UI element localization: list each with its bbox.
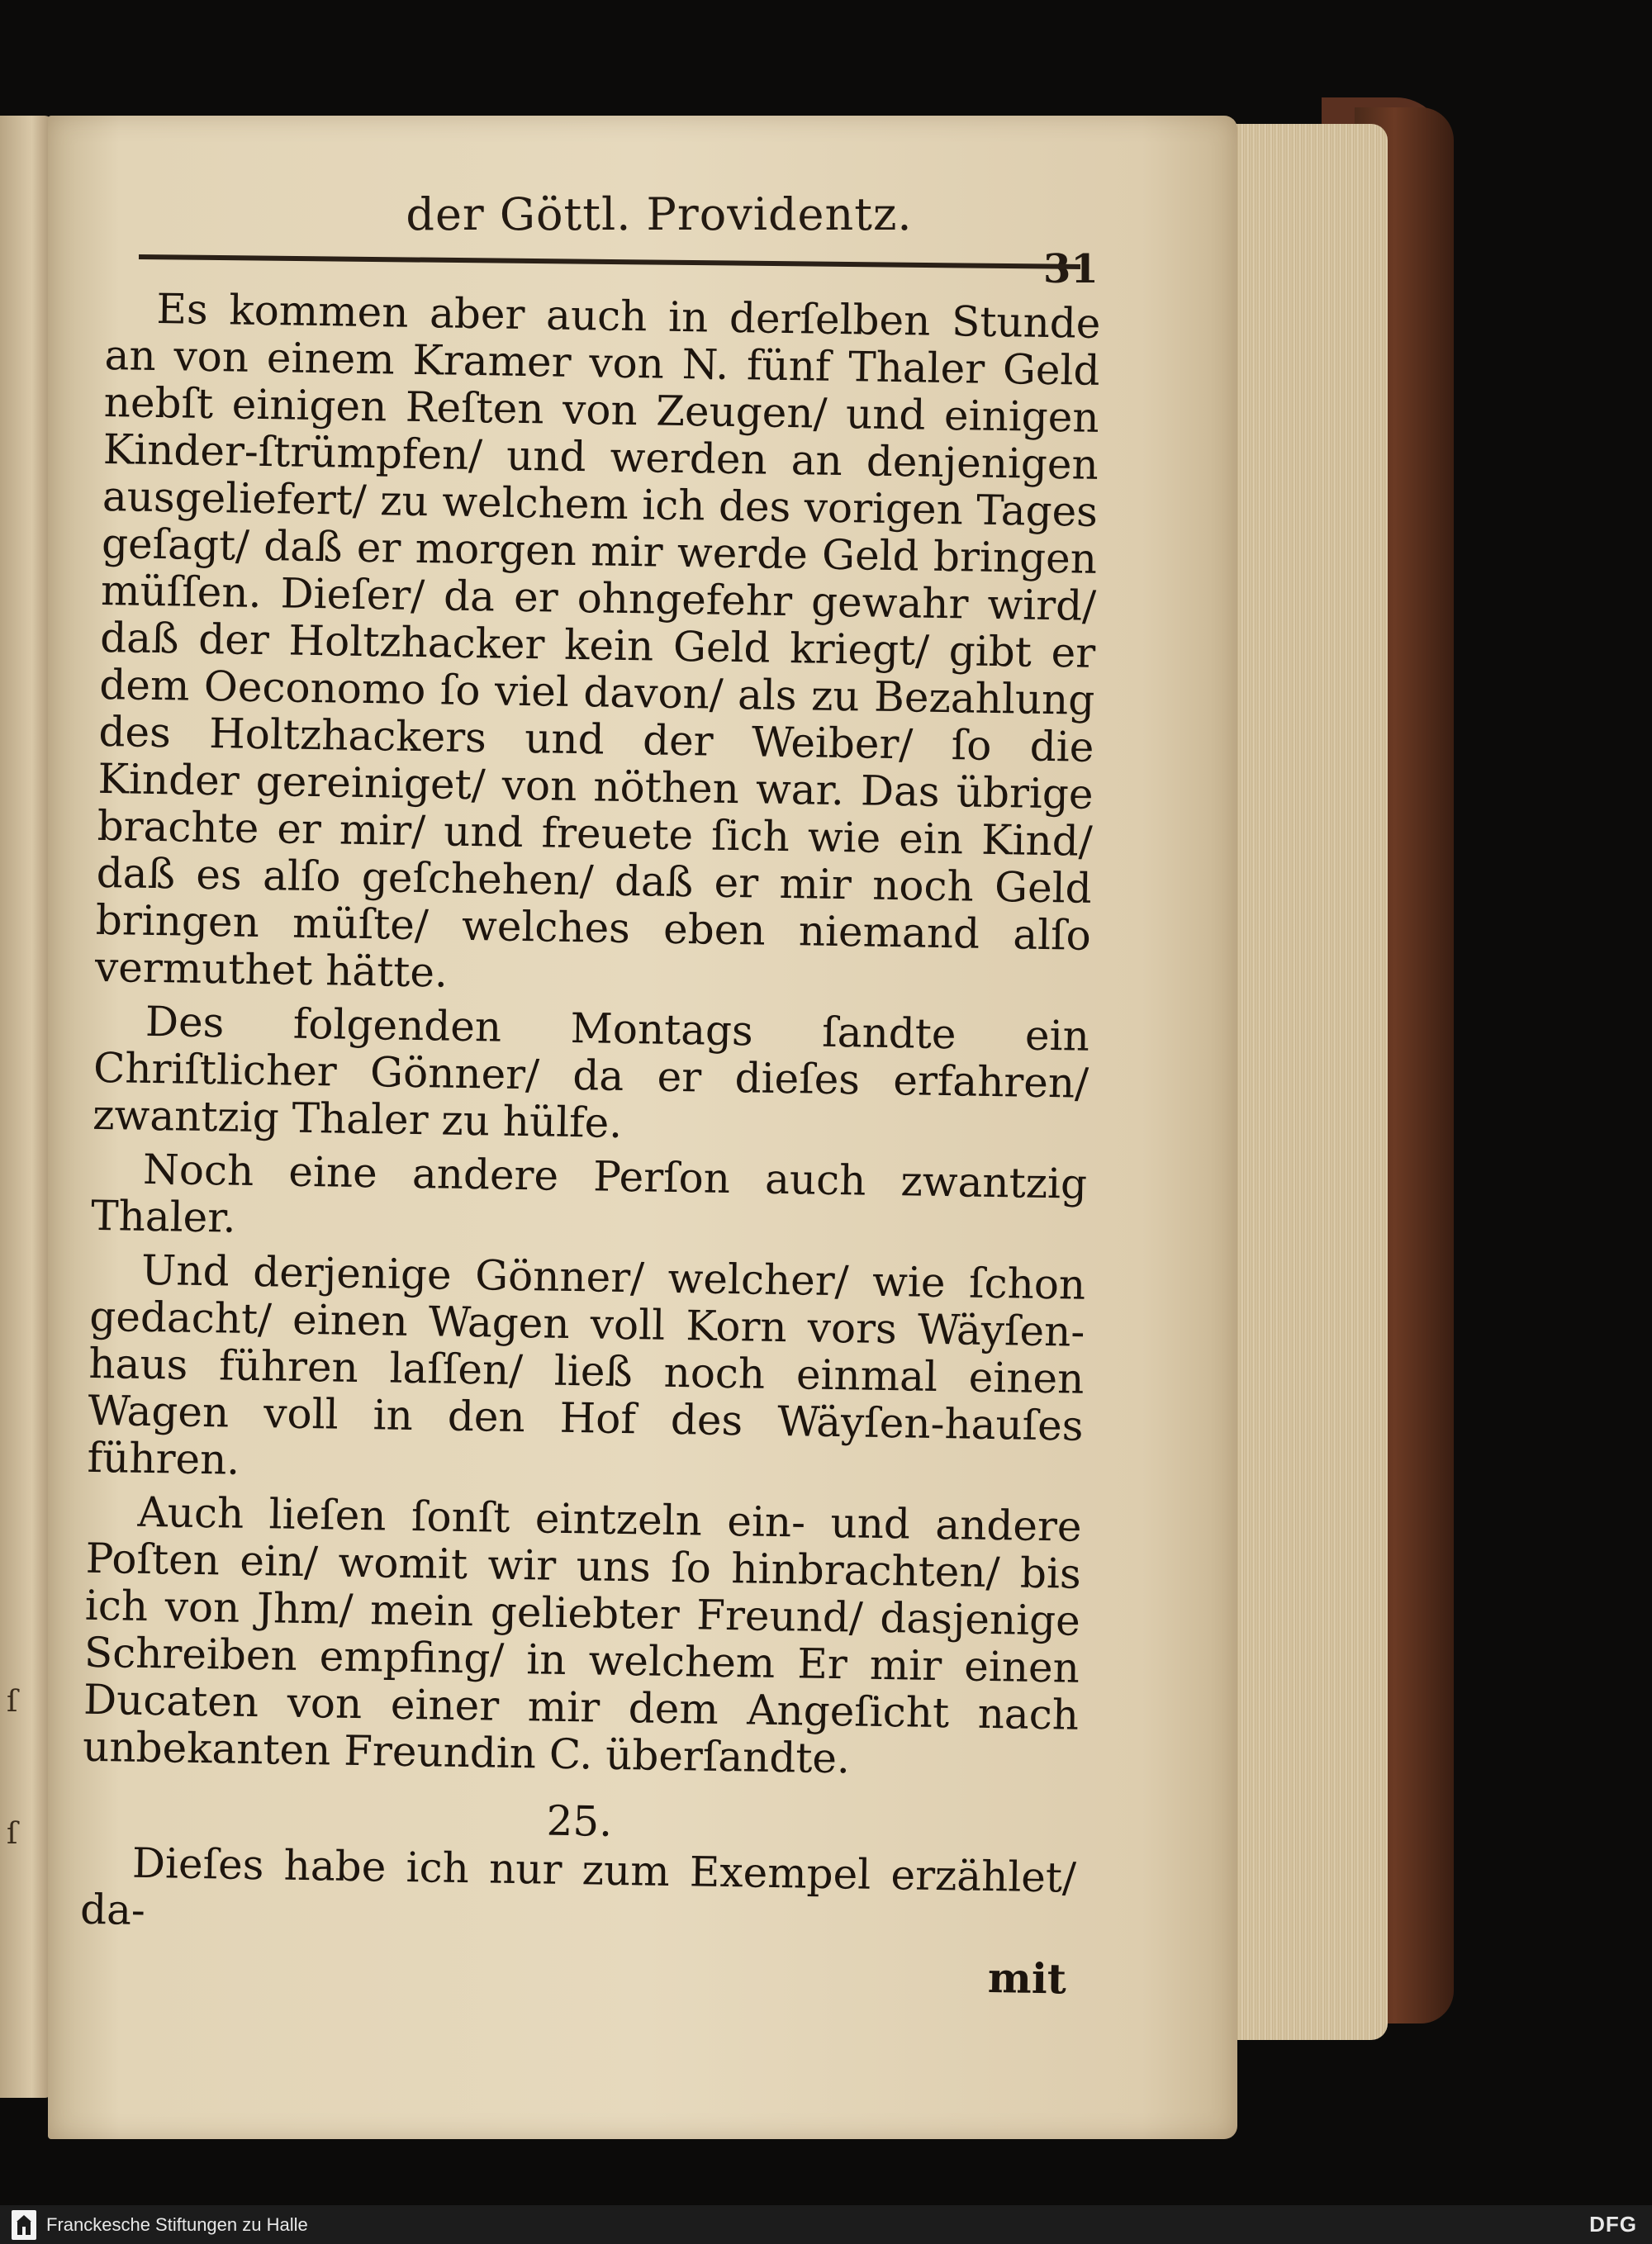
section-number: 25. <box>546 1796 613 1846</box>
institution-logo-icon <box>12 2210 36 2240</box>
institution-name: Franckesche Stiftungen zu Halle <box>46 2213 308 2235</box>
dfg-logo[interactable]: DFG <box>1589 2212 1637 2237</box>
footer-bar <box>0 2205 1652 2244</box>
paragraph: Und derjenige Gönner/ welcher/ wie ſchon gedacht/ einen Wagen voll Korn vors Wäyſen-haus führen laſſen/ ließ noch einmal einen Wagen voll in den Hof des Wäyſen-hauſes führen. <box>87 1245 1086 1484</box>
running-head: der Göttl. Providentz. <box>406 188 913 240</box>
header-rule <box>139 254 1080 269</box>
book-page <box>48 116 1237 2139</box>
body-text <box>79 285 1101 2009</box>
paragraph: Dieſes habe ich nur zum Exempel erzählet/ da- <box>79 1838 1077 1934</box>
paragraph: Es kommen aber auch in derſelben Stunde an von einem Kramer von N. fünf Thaler Geld nebſt einigen Reſten von Zeugen/ und einigen Kinder-ſtrümpfen/ und werden an denjenigen ausgeliefert/ zu welchem ich des vorigen Tages geſagt/ daß er morgen mir werde Geld bringen müſſen. Dieſer/ da er ohngefehr gewahr wird/ daß der Holtzhacker kein Geld kriegt/ gibt er dem Oeconomo ſo viel davon/ als zu Bezahlung des Holtzhackers und der Weiber/ ſo die Kinder gereiniget/ von nöthen war. Das übrige brachte er mir/ und freuete ſich wie ein Kind/ daß es alſo geſchehen/ daß er mir noch Geld bringen müſte/ welches eben niemand alſo vermuthet hätte. <box>94 284 1101 997</box>
left-page-edge <box>0 116 53 2098</box>
footer-institution[interactable] <box>0 2210 308 2240</box>
margin-mark: ſ <box>7 1817 18 1851</box>
page-number: 31 <box>1043 246 1099 292</box>
paragraph: Des folgenden Montags ſandte ein Chriſtlicher Gönner/ da er dieſes erfahren/ zwantzig Thaler zu hülfe. <box>92 997 1090 1147</box>
catchword: mit <box>987 1953 1067 2004</box>
paragraph: Auch lieſen ſonſt eintzeln ein- und andere Poſten ein/ womit wir uns ſo hinbrachten/ bis ich von Jhm/ mein geliebter Freund/ dasjenige Schreiben empfing/ in welchem Er mir einen Ducaten von einer mir dem Angeſicht nach unbekanten Freundin C. überſandte. <box>82 1487 1082 1783</box>
margin-mark: ſ <box>7 1685 18 1719</box>
paragraph: Noch eine andere Perſon auch zwantzig Thaler. <box>90 1145 1088 1242</box>
